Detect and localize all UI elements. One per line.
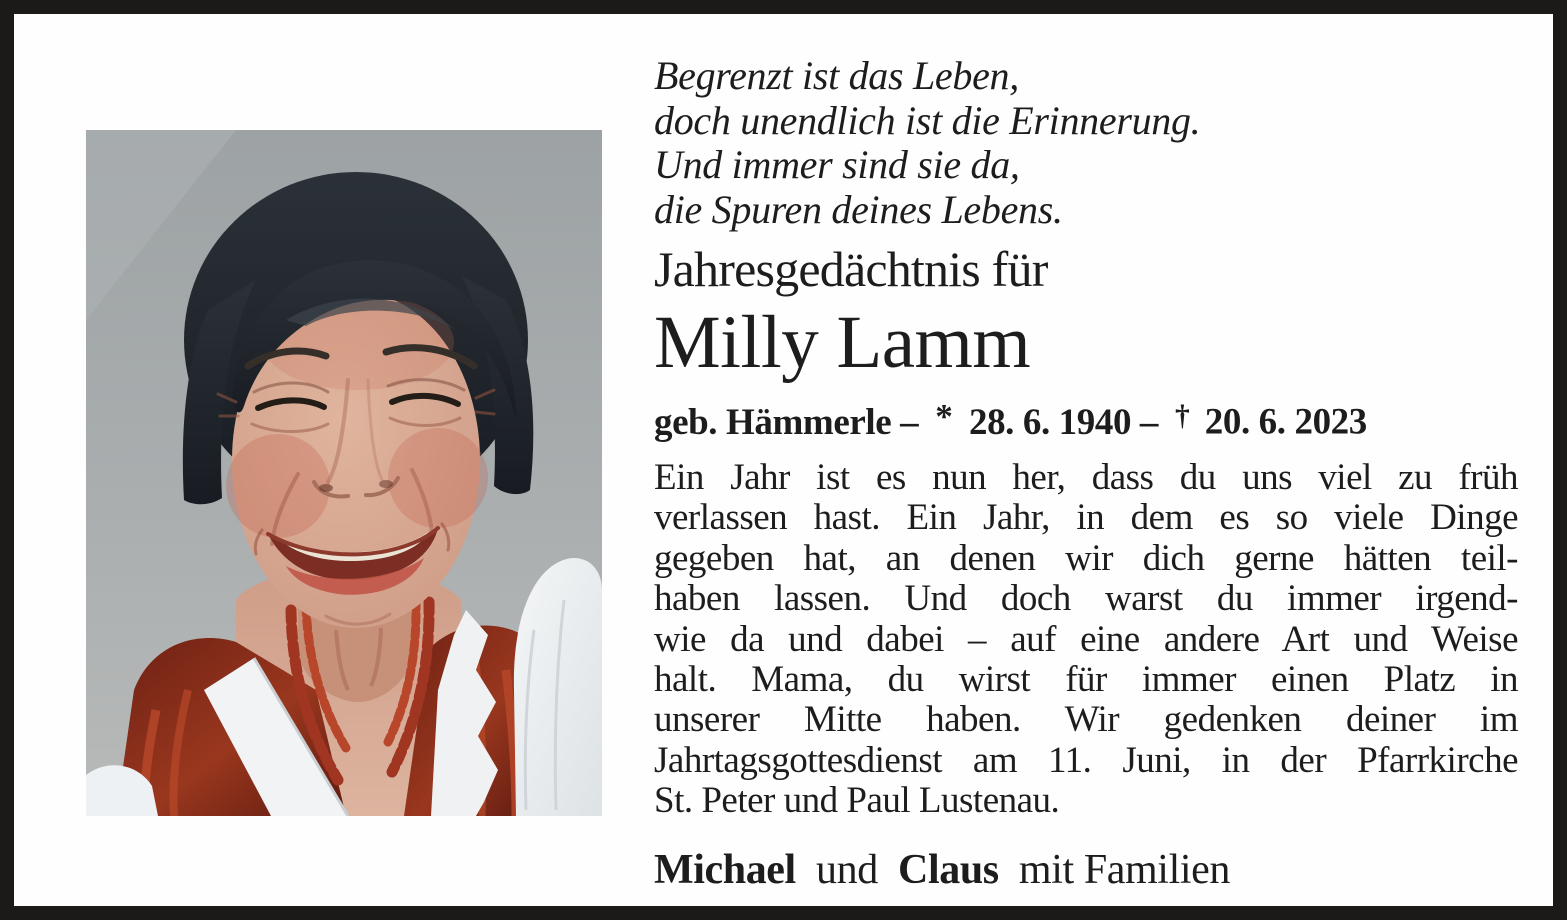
memorial-text [654, 458, 1518, 822]
birth-date: 28. 6. 1940 – [968, 401, 1159, 443]
signature-connector: und [816, 847, 878, 893]
body-line-9: St. Peter und Paul Lustenau. [654, 780, 1060, 822]
death-date: 20. 6. 2023 [1204, 401, 1367, 443]
maiden-name: geb. Hämmerle – [654, 401, 919, 443]
poem-line-4: die Spuren deines Lebens. [654, 186, 1063, 232]
died-symbol: † [1175, 399, 1190, 432]
portrait-illustration [86, 130, 602, 816]
signature-suffix: mit Familien [1018, 847, 1230, 893]
deceased-name: Milly Lamm [654, 301, 1031, 384]
signature-line [654, 847, 1230, 893]
body-line-8: Jahrtagsgottesdienst am 11. Juni, in der Pfarrkirche [654, 739, 1518, 781]
memorial-poem [654, 54, 1518, 232]
body-line-6: halt. Mama, du wirst für immer einen Platz in [654, 659, 1518, 701]
body-line-7: unserer Mitte haben. Wir gedenken deiner im [654, 699, 1518, 741]
born-symbol: * [935, 397, 953, 436]
signatory-claus: Claus [898, 847, 999, 893]
text-column [654, 14, 1518, 906]
poem-line-3: Und immer sind sie da, [654, 142, 1020, 187]
body-line-3: gegeben hat, an denen wir dich gerne hätten teil- [654, 537, 1518, 579]
signatory-michael: Michael [654, 847, 796, 893]
poem-line-2: doch unendlich ist die Erinnerung. [654, 97, 1201, 143]
body-line-4: haben lassen. Und doch warst du immer irgend- [654, 578, 1518, 620]
birth-death-line [654, 398, 1367, 443]
body-line-1: Ein Jahr ist es nun her, dass du uns viel zu früh [654, 457, 1518, 498]
intro-line: Jahresgedächtnis für [654, 241, 1048, 297]
body-line-5: wie da und dabei – auf eine andere Art und Weise [654, 618, 1518, 660]
body-line-2: verlassen hast. Ein Jahr, in dem es so viele Dinge [654, 497, 1518, 539]
poem-line-1: Begrenzt ist das Leben, [654, 53, 1019, 98]
portrait-photo [86, 130, 602, 816]
